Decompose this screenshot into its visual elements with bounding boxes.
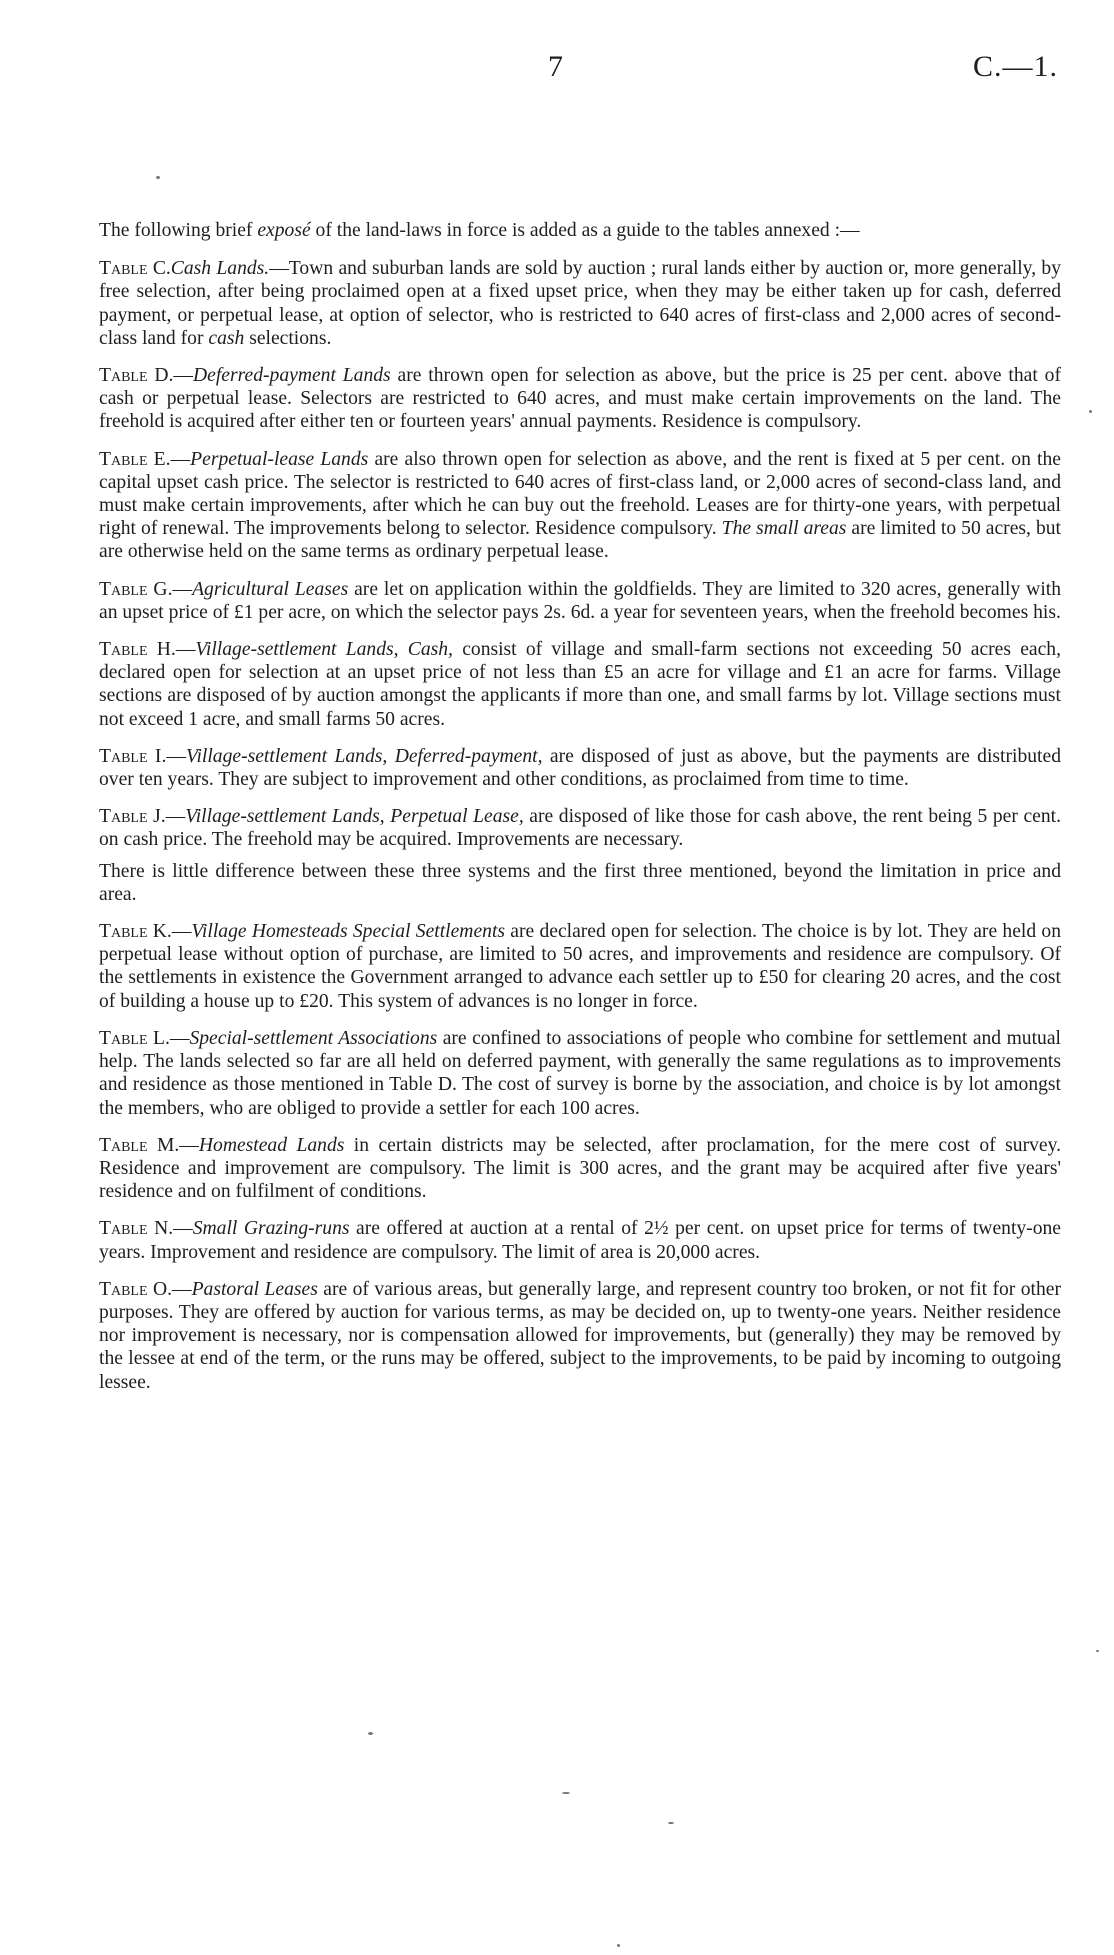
paragraph-table-h: Table H.—Village-settlement Lands, Cash, consist of village and small-farm sections not exceeding 50 acres each, declared open for selection at an upset price of not less than £5 an acre for village and £1 an acre for farms. Village sections are disposed of by auction amongst the applicants if more than one, and small farms by lot. Village sections must not exceed 1 acre, and small farms 50 acres. — [99, 639, 1062, 730]
table-body: are confined to associations of people who combine for settlement and mutual help. The lands selected so far are all held on deferred payment, with generally the same regulations as to improvements and residence as those mentioned in Table D. The cost of survey is borne by the association, and choice is by lot amongst the members, who are obliged to provide a settler for each 100 acres. — [99, 1027, 1061, 1119]
paragraph-table-i: Table I.—Village-settlement Lands, Deferred-payment, are disposed of just as above, but the payments are distributed over ten years. They are subject to improvement and other conditions, as proclaimed from time to time. — [99, 745, 1061, 791]
table-label: Table G. — [99, 578, 173, 600]
paragraph-table-e: Table E.—Perpetual-lease Lands are also thrown open for selection as above, and the rent is fixed at 5 per cent. on the capital upset cash price. The selector is restricted to 640 acres of first-class land, or 2,000 acres of second-class land, and must make certain improvements, after which he can buy out the freehold. Leases are for thirty-one years, with perpetual right of renewal. The improvements belong to selector. Residence compulsory. The small areas are limited to 50 acres, but are otherwise held on the same terms as ordinary perpetual lease. — [99, 448, 1061, 563]
table-label: Table N. — [99, 1218, 174, 1240]
paragraph-note — [99, 860, 1061, 906]
table-body: are let on application within the goldfields. They are limited to 320 acres, generally with an upset price of £1 per acre, on which the selector pays 2s. 6d. a year for seventeen years, when the freehold becomes his. — [99, 578, 1062, 623]
table-mid-italic: The small areas — [721, 518, 847, 540]
scan-speck — [156, 176, 160, 179]
table-label: Table O. — [99, 1278, 172, 1300]
table-title: Special-settlement Associations — [189, 1027, 438, 1049]
paragraph-table-c — [99, 257, 1061, 350]
table-title: Village-settlement Lands, Perpetual Lease, — [185, 806, 524, 828]
table-title: Homestead Lands — [198, 1134, 345, 1156]
intro-italic-term: exposé — [257, 220, 311, 241]
scan-speck — [368, 1732, 373, 1735]
paragraph-table-g: Table G.—Agricultural Leases are let on application within the goldfields. They are limited to 320 acres, generally with an upset price of £1 per acre, on which the selector pays 2s. 6d. a year for seventeen years, when the freehold becomes his. — [99, 578, 1062, 623]
document-body — [99, 219, 1061, 1408]
table-title: Perpetual-lease Lands — [190, 448, 369, 470]
table-label: Table I. — [99, 745, 167, 767]
intro-text-start: The following brief — [99, 220, 258, 241]
scan-speck — [668, 1822, 674, 1824]
table-title: Village Homesteads Special Settlements — [191, 921, 506, 943]
paragraph-table-m: Table M.—Homestead Lands in certain districts may be selected, after proclamation, for the mere cost of survey. Residence and improvement are compulsory. The limit is 300 acres, and the grant may be acquired after five years' residence and on fulfilment of conditions. — [99, 1134, 1062, 1203]
table-body: in certain districts may be selected, after proclamation, for the mere cost of survey. Residence and improvement are compulsory. The limit is 300 acres, and the grant may be acquired after five years' residence and on fulfilment of conditions. — [99, 1134, 1062, 1203]
table-label: Table H. — [99, 639, 176, 661]
table-label: Table C. — [99, 258, 171, 280]
paragraph-table-d: Table D.—Deferred-payment Lands are thrown open for selection as above, but the price is 25 per cent. above that of cash or perpetual lease. Selectors are restricted to 640 acres, and must make certain improvements on the land. The freehold is acquired after either ten or fourteen years' annual payments. Residence is compulsory. — [99, 365, 1061, 433]
note-text: There is little difference between these three systems and the first three mentioned, beyond the limitation in price and area. — [99, 860, 1061, 905]
table-label: Table L. — [99, 1027, 170, 1049]
intro-paragraph — [99, 219, 1061, 242]
table-body: —Town and suburban lands are sold by auction ; rural lands either by auction or, more generally, by free selection, after being proclaimed open at a fixed upset price, when they may be either taken up for cash, deferred payment, or perpetual lease, at option of selector, who is restricted to 640 acres of first-class and 2,000 acres of second-class land for — [99, 258, 1061, 349]
scan-speck — [1089, 410, 1092, 413]
table-body: are also thrown open for selection as above, and the rent is fixed at 5 per cent. on the capital upset cash price. The selector is restricted to 640 acres of first-class land, or 2,000 acres of second-class land, and must make certain improvements, after which he can buy out the freehold. Leases are for thirty-one years, with perpetual right of renewal. The improvements belong to selector. Residence compulsory. — [99, 448, 1061, 540]
table-body: consist of village and small-farm sections not exceeding 50 acres each, declared open for selection at an upset price of not less than £5 an acre for village and £1 an acre for farms. Village sections are disposed of by auction amongst the applicants if more than one, and small farms by lot. Village sections must not exceed 1 acre, and small farms 50 acres. — [99, 639, 1062, 730]
table-body: are offered at auction at a rental of 2½ per cent. on upset price for terms of twenty-one years. Improvement and residence are compulsory. The limit of area is 20,000 acres. — [99, 1218, 1061, 1263]
paragraph-table-n: Table N.—Small Grazing-runs are offered at auction at a rental of 2½ per cent. on upset price for terms of twenty-one years. Improvement and residence are compulsory. The limit of area is 20,000 acres. — [99, 1218, 1061, 1263]
paragraph-table-l: Table L.—Special-settlement Associations are confined to associations of people who combine for settlement and mutual help. The lands selected so far are all held on deferred payment, with generally the same regulations as to improvements and residence as those mentioned in Table D. The cost of survey is borne by the association, and choice is by lot amongst the members, who are obliged to provide a settler for each 100 acres. — [99, 1027, 1061, 1119]
document-reference: C.—1. — [972, 50, 1058, 83]
table-label: Table K. — [99, 921, 172, 943]
table-tail: are limited to 50 acres, but are otherwise held on the same terms as ordinary perpetual lease. — [99, 518, 1061, 563]
table-title: Village-settlement Lands, Cash, — [195, 639, 453, 661]
table-body: are thrown open for selection as above, but the price is 25 per cent. above that of cash or perpetual lease. Selectors are restricted to 640 acres, and must make certain improvements on the land. The freehold is acquired after either ten or fourteen years' annual payments. Residence is compulsory. — [99, 365, 1061, 433]
table-body: are disposed of like those for cash above, the rent being 5 per cent. on cash price. The freehold may be acquired. Improvements are necessary. — [99, 806, 1061, 851]
table-title: Cash Lands. — [170, 258, 270, 280]
table-body: are of various areas, but generally large, and represent country too broken, or not fit for other purposes. They are offered by auction for various terms, as may be decided on, up to twenty-one years. Neither residence nor improvement is necessary, nor is compensation allowed for improvements, but (generally) they may be removed by the lessee at end of the term, or the runs may be offered, subject to the improvements, to be paid by incoming to outgoing lessee. — [99, 1278, 1061, 1393]
scan-speck — [562, 1792, 570, 1794]
paragraph-table-k: Table K.—Village Homesteads Special Settlements are declared open for selection. The choice is by lot. They are held on perpetual lease without option of purchase, are limited to 50 acres, and improvements and residence are compulsory. Of the settlements in existence the Government arranged to advance each settler up to £50 for clearing 20 acres, and the cost of building a house up to £20. This system of advances is no longer in force. — [99, 921, 1061, 1012]
table-label: Table M. — [99, 1134, 180, 1156]
scan-speck — [617, 1944, 620, 1947]
table-label: Table D. — [99, 365, 174, 387]
table-title: Agricultural Leases — [192, 578, 349, 600]
scan-speck — [1096, 1650, 1099, 1652]
table-title: Village-settlement Lands, Deferred-payment, — [185, 745, 543, 767]
page-number: 7 — [548, 50, 564, 83]
paragraph-table-j: Table J.—Village-settlement Lands, Perpetual Lease, are disposed of like those for cash above, the rent being 5 per cent. on cash price. The freehold may be acquired. Improvements are necessary. — [99, 806, 1061, 851]
table-body: are disposed of just as above, but the payments are distributed over ten years. They are subject to improvement and other conditions, as proclaimed from time to time. — [99, 745, 1061, 791]
table-body: are declared open for selection. The choice is by lot. They are held on perpetual lease without option of purchase, are limited to 50 acres, and improvements and residence are compulsory. Of the settlements in existence the Government arranged to advance each settler up to £50 for clearing 20 acres, and the cost of building a house up to £20. This system of advances is no longer in force. — [99, 921, 1061, 1012]
table-title: Deferred-payment Lands — [193, 365, 391, 387]
table-tail-italic: cash — [208, 327, 245, 349]
table-title: Pastoral Leases — [191, 1278, 318, 1300]
table-tail: selections. — [244, 327, 332, 349]
table-title: Small Grazing-runs — [192, 1218, 350, 1240]
table-label: Table J. — [99, 806, 166, 828]
table-label: Table E. — [99, 448, 171, 470]
intro-text-end: of the land-laws in force is added as a guide to the tables annexed :— — [310, 220, 860, 241]
paragraph-table-o: Table O.—Pastoral Leases are of various areas, but generally large, and represent country too broken, or not fit for other purposes. They are offered by auction for various terms, as may be decided on, up to twenty-one years. Neither residence nor improvement is necessary, nor is compensation allowed for improvements, but (generally) they may be removed by the lessee at end of the term, or the runs may be offered, subject to the improvements, to be paid by incoming to outgoing lessee. — [99, 1278, 1061, 1393]
